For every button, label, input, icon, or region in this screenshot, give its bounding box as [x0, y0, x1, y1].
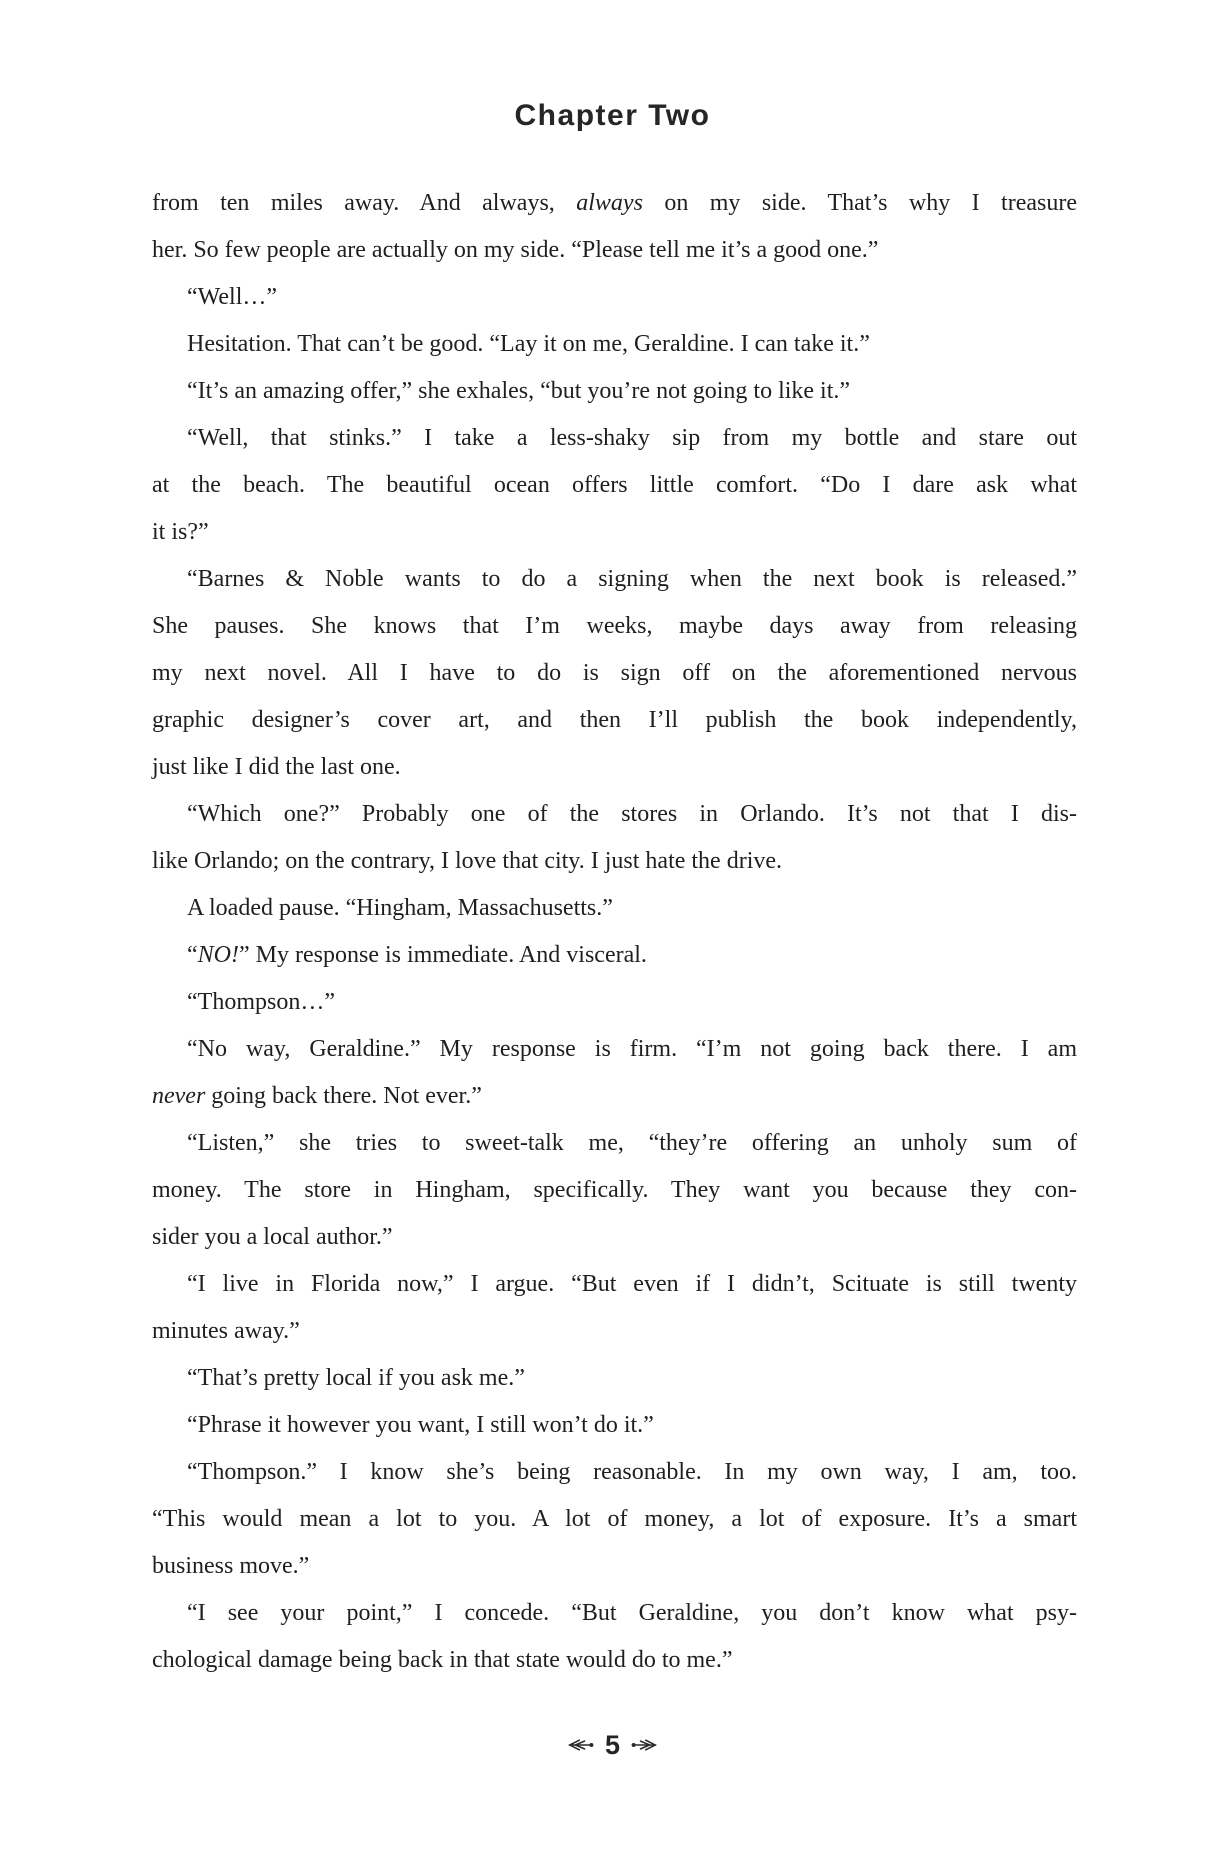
italic-text-segment: NO! [197, 942, 239, 968]
text-segment: at the beach. The beautiful ocean offers little comfort. “Do I dare ask what [152, 472, 1077, 498]
text-segment: “Thompson.” I know she’s being reasonable. In my own way, I am, too. [187, 1459, 1077, 1485]
text-line [152, 697, 1077, 744]
text-segment: “That’s pretty local if you ask me.” [187, 1365, 525, 1391]
text-line [152, 180, 1077, 227]
text-line [152, 603, 1077, 650]
text-segment: just like I did the last one. [152, 754, 401, 780]
text-segment: “No way, Geraldine.” My response is firm. “I’m not going back there. I am [187, 1036, 1077, 1062]
text-line [152, 744, 1077, 791]
text-line [152, 791, 1077, 838]
text-line [152, 1496, 1077, 1543]
text-segment: from ten miles away. And always, [152, 190, 577, 216]
text-segment: “Which one?” Probably one of the stores in Orlando. It’s not that I dis- [187, 801, 1077, 827]
text-line [152, 1073, 1077, 1120]
text-segment: “Well…” [187, 284, 278, 310]
text-segment: She pauses. She knows that I’m weeks, maybe days away from releasing [152, 613, 1077, 639]
text-line [152, 321, 1077, 368]
text-line [152, 1120, 1077, 1167]
italic-text-segment: never [152, 1083, 206, 1109]
text-segment: graphic designer’s cover art, and then I’ll publish the book independently, [152, 707, 1077, 733]
text-line [152, 1355, 1077, 1402]
text-segment: minutes away.” [152, 1318, 300, 1344]
text-segment: her. So few people are actually on my side. “Please tell me it’s a good one.” [152, 237, 879, 263]
text-line [152, 415, 1077, 462]
page-number: 5 [604, 1729, 621, 1760]
text-line [152, 1637, 1077, 1684]
text-line [152, 556, 1077, 603]
text-line [152, 1261, 1077, 1308]
text-line [152, 885, 1077, 932]
text-segment: “Well, that stinks.” I take a less-shaky sip from my bottle and stare out [187, 425, 1077, 451]
text-line [152, 1543, 1077, 1590]
text-segment: “Listen,” she tries to sweet-talk me, “they’re offering an unholy sum of [187, 1130, 1077, 1156]
text-segment: “This would mean a lot to you. A lot of money, a lot of exposure. It’s a smart [152, 1506, 1077, 1532]
text-line [152, 1026, 1077, 1073]
text-segment: “It’s an amazing offer,” she exhales, “but you’re not going to like it.” [187, 378, 851, 404]
text-segment: “I see your point,” I concede. “But Geraldine, you don’t know what psy- [187, 1600, 1077, 1626]
text-line [152, 1449, 1077, 1496]
text-line [152, 979, 1077, 1026]
text-line [152, 462, 1077, 509]
text-segment: “I live in Florida now,” I argue. “But even if I didn’t, Scituate is still twenty [187, 1271, 1077, 1297]
chapter-heading: Chapter Two [514, 99, 711, 132]
text-segment: A loaded pause. “Hingham, Massachusetts.” [187, 895, 613, 921]
text-segment: “Phrase it however you want, I still won’t do it.” [187, 1412, 654, 1438]
text-segment: ” My response is immediate. And visceral. [239, 942, 647, 968]
text-line [152, 368, 1077, 415]
folio-ornament-right-icon [631, 1738, 657, 1752]
italic-text-segment: always [576, 190, 643, 216]
text-segment: business move.” [152, 1553, 310, 1579]
text-segment: Hesitation. That can’t be good. “Lay it on me, Geraldine. I can take it.” [187, 331, 870, 357]
text-line [152, 1590, 1077, 1637]
text-line [152, 1402, 1077, 1449]
text-line [152, 1167, 1077, 1214]
text-segment: it is?” [152, 519, 209, 545]
text-line [152, 650, 1077, 697]
text-segment: on my side. That’s why I treasure [642, 190, 1078, 216]
text-line [152, 932, 1077, 979]
text-line [152, 274, 1077, 321]
text-segment: “ [187, 942, 198, 968]
text-segment: sider you a local author.” [152, 1224, 393, 1250]
text-segment: going back there. Not ever.” [205, 1083, 482, 1109]
body-text [152, 180, 1077, 1684]
text-line [152, 509, 1077, 556]
folio-ornament-left-icon [568, 1738, 594, 1752]
text-segment: my next novel. All I have to do is sign off on the aforementioned nervous [152, 660, 1077, 686]
text-segment: “Barnes & Noble wants to do a signing when the next book is released.” [187, 566, 1077, 592]
page-folio [0, 1730, 1225, 1760]
text-segment: “Thompson…” [187, 989, 335, 1015]
text-line [152, 838, 1077, 885]
text-segment: chological damage being back in that state would do to me.” [152, 1647, 733, 1673]
text-line [152, 1214, 1077, 1261]
text-segment: money. The store in Hingham, specifically. They want you because they con- [152, 1177, 1077, 1203]
text-line [152, 227, 1077, 274]
text-segment: like Orlando; on the contrary, I love that city. I just hate the drive. [152, 848, 783, 874]
text-line [152, 1308, 1077, 1355]
